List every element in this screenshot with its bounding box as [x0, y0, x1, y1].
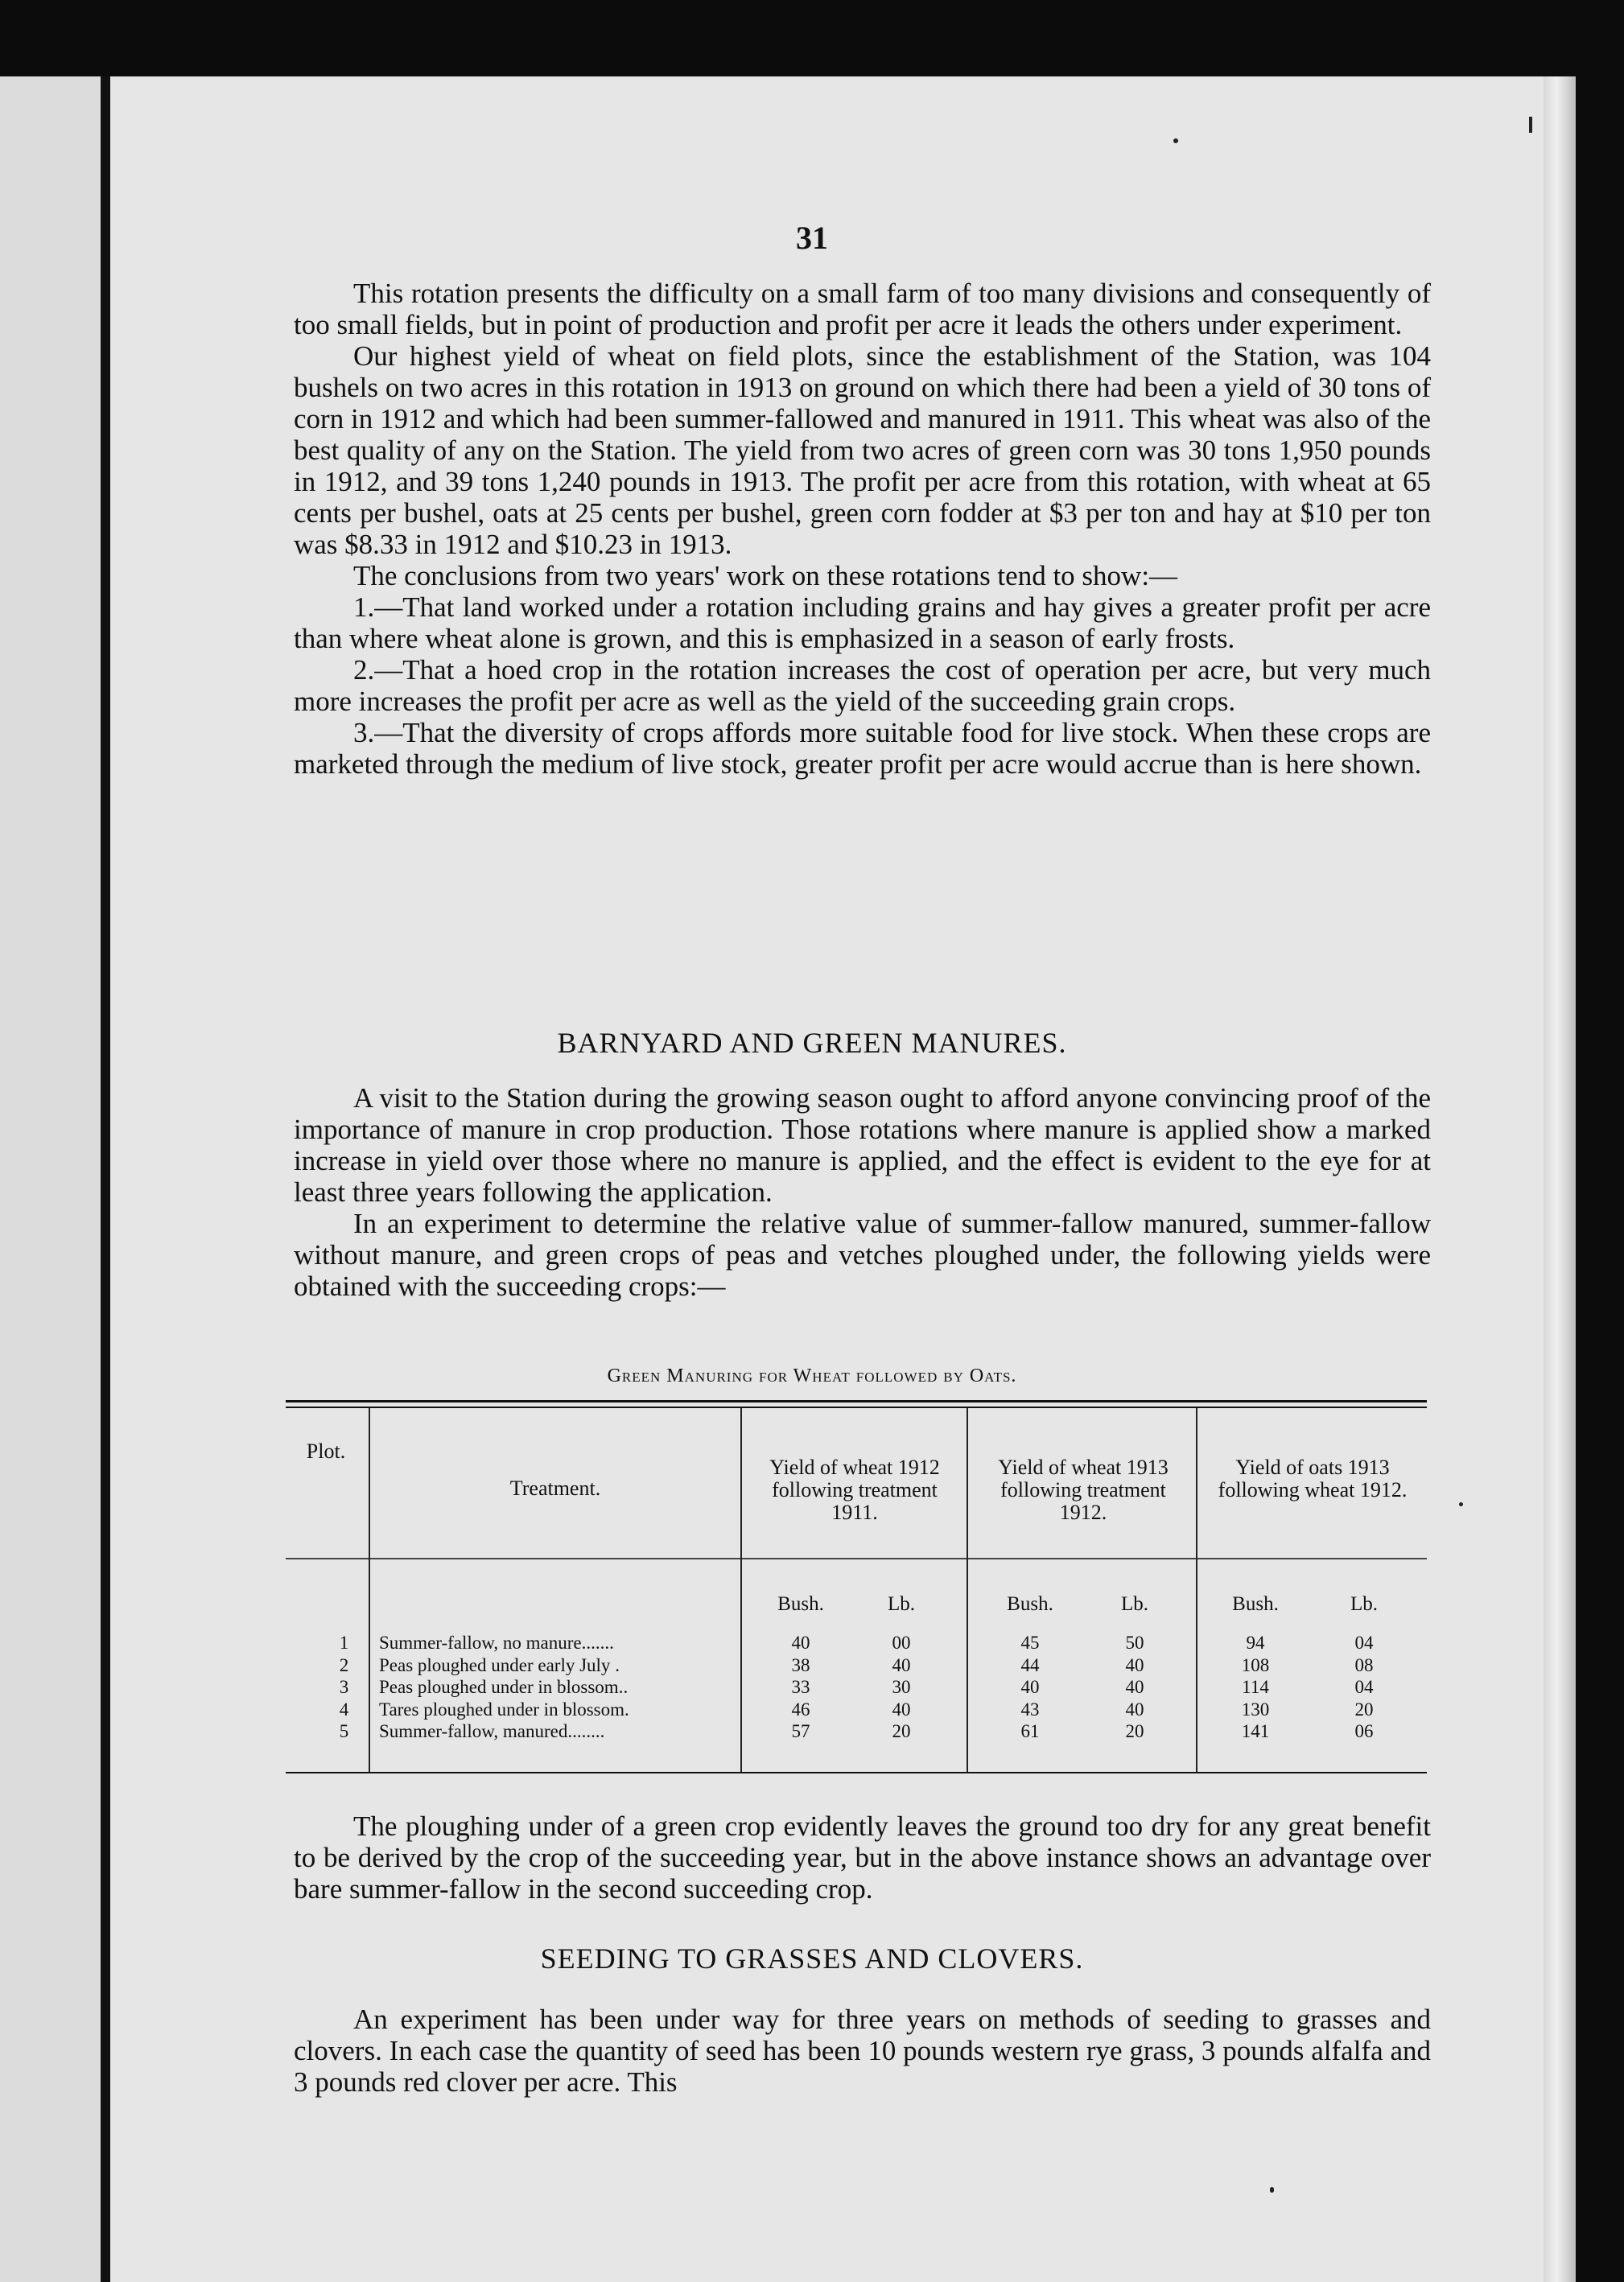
value-cell: 20 [1125, 1721, 1144, 1741]
table-rule [286, 1407, 1427, 1408]
treatment-text: Summer-fallow, manured [379, 1721, 568, 1741]
treatment-cell [379, 1699, 741, 1721]
plot-number: 5 [339, 1721, 349, 1741]
paragraph: The conclusions from two years' work on these rotations tend to show:— [353, 560, 1178, 591]
wheat-1912-bushels [760, 1632, 841, 1743]
value-cell: 40 [791, 1633, 810, 1653]
value-cell: 40 [1125, 1654, 1144, 1675]
unit-label: Lb. [1350, 1593, 1379, 1615]
value-cell: 33 [791, 1677, 810, 1697]
value-cell: 04 [1354, 1633, 1374, 1653]
value-cell: 114 [1242, 1677, 1269, 1697]
treatment-column [379, 1632, 741, 1743]
treatment-cell [379, 1720, 741, 1743]
section2-text [294, 2004, 1431, 2098]
wheat-1913-bushels [990, 1632, 1070, 1743]
speck [1459, 1502, 1463, 1506]
value-cell: 130 [1241, 1699, 1270, 1720]
table-caption: Green Manuring for Wheat followed by Oats. [607, 1365, 1017, 1386]
plot-column [322, 1632, 366, 1743]
unit-label: Bush. [1232, 1593, 1279, 1615]
value-cell: 38 [791, 1654, 810, 1675]
plot-number: 1 [339, 1633, 349, 1653]
paragraph: 1.—That land worked under a rotation including grains and hay gives a greater profit per acre than where wheat alone is grown, and this is emphasized in a season of early frosts. [294, 591, 1431, 654]
dot-leader: .. [618, 1677, 629, 1697]
section-heading: BARNYARD AND GREEN MANURES. [557, 1027, 1067, 1059]
plot-number: 4 [339, 1699, 349, 1720]
value-cell: 06 [1354, 1721, 1374, 1741]
speck [1270, 2187, 1274, 2193]
value-cell: 40 [892, 1699, 911, 1720]
after-table-text [294, 1810, 1431, 1905]
value-cell: 45 [1020, 1633, 1040, 1653]
value-cell: 20 [1354, 1699, 1374, 1720]
treatment-text: Peas ploughed under in blossom [379, 1677, 619, 1697]
unit-label: Bush. [1007, 1593, 1053, 1615]
paragraph: This rotation presents the difficulty on a small farm of too many divisions and consequently of too small fields, but in point of production and profit per acre it leads the others under experiment. [294, 278, 1431, 340]
dot-leader: . [624, 1699, 629, 1720]
paragraph: 3.—That the diversity of crops affords more suitable food for live stock. When these crops are marketed through the medium of live stock, greater profit per acre would accrue than is here shown. [294, 717, 1431, 780]
header-wheat-1913: Yield of wheat 1913 following treatment 1912. [998, 1456, 1169, 1524]
unit-label: Lb. [1120, 1593, 1149, 1615]
column-divider [1196, 1408, 1197, 1772]
value-cell: 20 [892, 1721, 911, 1741]
header-oats-1913: Yield of oats 1913 following wheat 1912. [1218, 1456, 1408, 1501]
unit-label: Bush. [777, 1593, 824, 1615]
value-cell: 94 [1246, 1633, 1265, 1653]
value-cell: 44 [1020, 1654, 1040, 1675]
dot-leader: ........ [567, 1721, 605, 1741]
value-cell: 46 [791, 1699, 810, 1720]
treatment-cell [379, 1654, 741, 1677]
paragraph: In an experiment to determine the relative value of summer-fallow manured, summer-fallow without manure, and green crops of peas and vetches ploughed under, the following yields were obtained with the succeeding crops:— [294, 1208, 1431, 1302]
section-heading: SEEDING TO GRASSES AND CLOVERS. [540, 1942, 1084, 1975]
value-cell: 00 [892, 1633, 911, 1653]
unit-label: Lb. [887, 1593, 916, 1615]
wheat-1912-pounds [861, 1632, 942, 1743]
treatment-text: Tares ploughed under in blossom [379, 1699, 625, 1720]
column-divider [369, 1408, 370, 1772]
data-table [286, 1400, 1427, 1773]
plot-number: 3 [339, 1677, 349, 1697]
paragraph: An experiment has been under way for three years on methods of seeding to grasses and clovers. In each case the quantity of seed has been 10 pounds western rye grass, 3 pounds alfalfa and 3 pounds red clover per acre. This [294, 2004, 1431, 2098]
table-rule [286, 1558, 1427, 1559]
margin-mark [1529, 117, 1532, 133]
value-cell: 08 [1354, 1654, 1374, 1675]
value-cell: 04 [1354, 1677, 1374, 1697]
section1-text [294, 1082, 1431, 1302]
value-cell: 30 [892, 1677, 911, 1697]
treatment-text: Summer-fallow, no manure [379, 1633, 582, 1653]
paragraph: 2.—That a hoed crop in the rotation increases the cost of operation per acre, but very much more increases the profit per acre as well as the yield of the succeeding grain crops. [294, 654, 1431, 717]
speck [1173, 138, 1178, 143]
header-wheat-1912: Yield of wheat 1912 following treatment 1911. [769, 1456, 940, 1524]
value-cell: 61 [1020, 1721, 1040, 1741]
page-number: 31 [796, 220, 828, 256]
value-cell: 57 [791, 1721, 810, 1741]
dot-leader: . [610, 1654, 620, 1675]
table-rule [286, 1772, 1427, 1773]
paragraph: The ploughing under of a green crop evidently leaves the ground too dry for any great benefit to be derived by the crop of the succeeding year, but in the above instance shows an advantage over bare summer-fallow in the second succeeding crop. [294, 1810, 1431, 1905]
header-plot: Plot. [306, 1440, 346, 1463]
value-cell: 141 [1241, 1721, 1270, 1741]
wheat-1913-pounds [1094, 1632, 1175, 1743]
value-cell: 108 [1241, 1654, 1270, 1675]
value-cell: 50 [1125, 1633, 1144, 1653]
treatment-cell [379, 1632, 741, 1654]
intro-text [294, 278, 1431, 780]
oats-1913-pounds [1324, 1632, 1404, 1743]
value-cell: 40 [1020, 1677, 1040, 1697]
paragraph: A visit to the Station during the growing season ought to afford anyone convincing proof of the importance of manure in crop production. Those rotations where manure is applied show a marked increase in yield over those where no manure is applied, and the effect is evident to the eye for at least three years following the application. [294, 1082, 1431, 1208]
value-cell: 40 [1125, 1699, 1144, 1720]
paragraph: Our highest yield of wheat on field plots, since the establishment of the Station, was 104 bushels on two acres in this rotation in 1913 on ground on which there had been a yield of 30 tons of corn in 1912 and which had been summer-fallowed and manured in 1911. This wheat was also of the best quality of any on the Station. The yield from two acres of green corn was 30 tons 1,950 pounds in 1912, and 39 tons 1,240 pounds in 1913. The profit per acre from this rotation, with wheat at 65 cents per bushel, oats at 25 cents per bushel, green corn fodder at $3 per ton and hay at $10 per ton was $8.33 in 1912 and $10.23 in 1913. [294, 340, 1431, 560]
treatment-text: Peas ploughed under early July [379, 1654, 611, 1675]
value-cell: 43 [1020, 1699, 1040, 1720]
value-cell: 40 [1125, 1677, 1144, 1697]
oats-1913-bushels [1215, 1632, 1296, 1743]
treatment-cell [379, 1676, 741, 1699]
dot-leader: ....... [581, 1633, 614, 1653]
column-divider [967, 1408, 968, 1772]
table-rule [286, 1400, 1427, 1403]
plot-number: 2 [339, 1654, 349, 1675]
header-treatment: Treatment. [509, 1477, 601, 1500]
value-cell: 40 [892, 1654, 911, 1675]
